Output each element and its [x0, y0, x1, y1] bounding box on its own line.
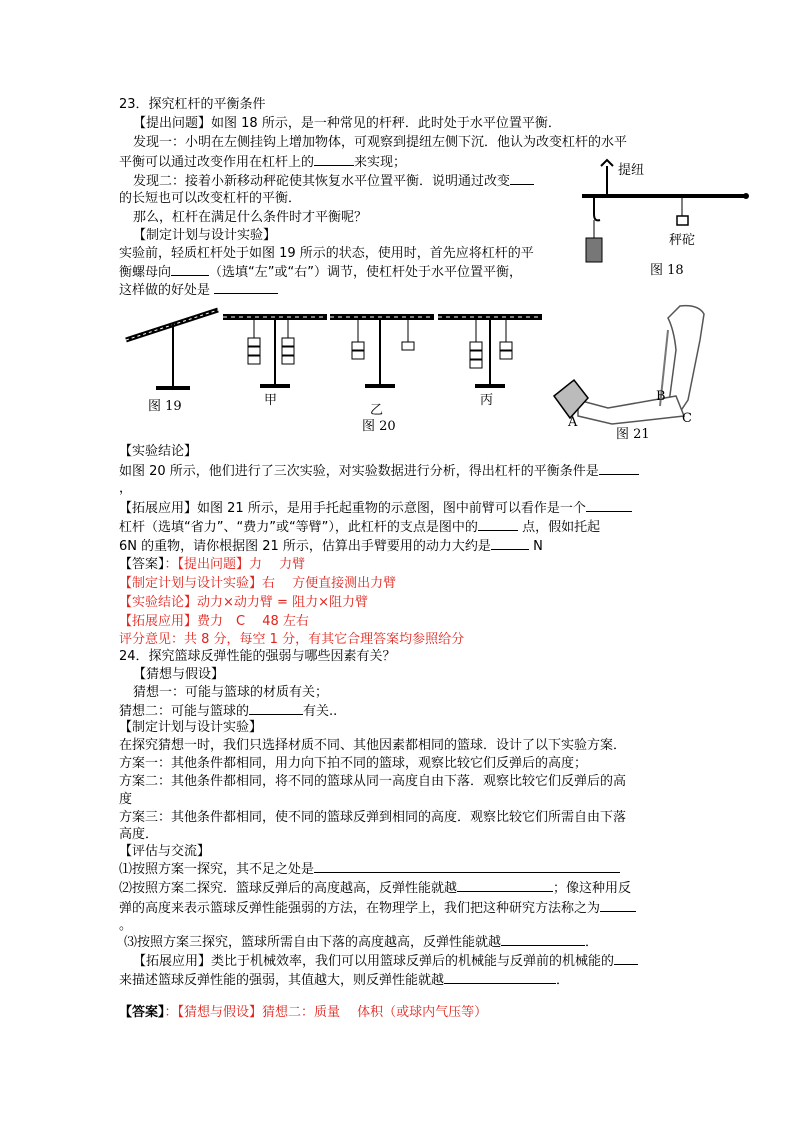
ext-text: 如图 21 所示，是用手托起重物的示意图，图中前臂可以看作是一个	[197, 501, 586, 516]
conclusion-text: 如图 20 所示，他们进行了三次实验，对实验数据进行分析，得出杠杆的平衡条件是	[119, 464, 599, 479]
answer-blank-2[interactable]	[510, 172, 534, 185]
lever-jia	[223, 314, 327, 388]
answer-blank-1[interactable]	[314, 153, 354, 166]
forearm	[578, 396, 684, 424]
answer-blank-11[interactable]	[457, 879, 553, 892]
q23-title: 23．探究杠杆的平衡条件	[119, 97, 266, 112]
ans23-line-4	[119, 613, 309, 631]
answer-r4-tag: 【拓展应用】	[119, 614, 198, 629]
figure-19-lever	[118, 300, 226, 418]
q23-concl-a	[119, 462, 639, 481]
plan-tail: （选填“左”或“右”）调节，使杠杆处于水平位置平衡，	[209, 265, 522, 280]
answer-r2: 右 方便直接测出力臂	[262, 576, 397, 591]
point-a: A	[568, 415, 578, 430]
answer-r1: 力 力臂	[249, 557, 306, 572]
find1-text: 平衡可以通过改变作用在杠杆上的	[119, 155, 315, 170]
q24-e2-c	[119, 899, 636, 918]
q24-guess1: 猜想一：可能与篮球的材质有关；	[133, 685, 329, 700]
answer-blank-8[interactable]	[491, 537, 529, 550]
ans23-line	[119, 556, 305, 574]
ans23-score: 评分意见：共 8 分，每空 1 分，有其它合理答案均参照给分	[119, 632, 465, 647]
plan-benefit-text: 这样做的好处是	[119, 283, 211, 298]
ans23-line-2	[119, 575, 396, 593]
e1-text: ⑴按照方案一探究，其不足之处是	[119, 862, 315, 877]
label-weight: 秤砣	[669, 233, 696, 248]
q24-e3	[124, 933, 598, 952]
figure-18-steelyard	[574, 158, 754, 280]
q24-tag-eval: 【评估与交流】	[119, 844, 211, 859]
e2-text-2: 弹的高度来表示篮球反弹性能强弱的方法，在物理学上，我们把这种研究方法称之为	[119, 901, 601, 916]
figure-20-three-levers	[220, 306, 550, 432]
q24-tag-guess: 【猜想与假设】	[133, 667, 225, 682]
answer-r2-tag: 【制定计划与设计实验】	[119, 576, 263, 591]
ext-text-3: 6N 的重物，请你根据图 21 所示，估算出手臂要用的动力大约是	[119, 539, 491, 554]
answer24-sep: ：	[164, 1005, 178, 1020]
answer-blank-7[interactable]	[478, 518, 518, 531]
q23-find1-a: 发现一：小明在左侧挂钩上增加物体，可观察到提纽左侧下沉．他认为改变杠杆的水平	[133, 135, 628, 150]
q24-e2-d: 。	[119, 918, 133, 933]
e3-text: ⑶按照方案三探究，篮球所需自由下落的高度越高，反弹性能就越	[124, 935, 502, 950]
lever-yi	[330, 314, 434, 388]
ext-tail: 点，假如托起	[522, 520, 601, 535]
q23-tag-plan: 【制定计划与设计实验】	[133, 228, 277, 243]
q23-concl-b: ，	[119, 481, 133, 496]
q24-p2-a: 方案二：其他条件都相同，将不同的篮球从同一高度自由下落．观察比较它们反弹后的高	[119, 774, 627, 789]
answer-tag: 【答案】	[119, 557, 165, 572]
ans24-line	[119, 1004, 487, 1022]
answer-blank-6[interactable]	[586, 499, 632, 512]
find2-text: 发现二：接着小新移动秤砣使其恢复水平位置平衡．说明通过改变	[133, 174, 511, 189]
hook	[594, 196, 600, 220]
answer-blank-13[interactable]	[501, 933, 585, 946]
e3-end: ．	[585, 935, 599, 950]
problem-text: 如图 18 所示，是一种常见的杆秤．此时处于水平位置平衡．	[211, 116, 561, 131]
q24-tag-plan: 【制定计划与设计实验】	[119, 720, 263, 735]
fig21-caption: 图 21	[616, 427, 650, 442]
q23-find2-b: 的长短也可以改变杠杆的平衡．	[119, 191, 302, 206]
q24-p1: 方案一：其他条件都相同，用力向下拍不同的篮球，观察比较它们反弹后的高度；	[119, 756, 588, 771]
answer24-tag: 【答案】	[119, 1005, 165, 1020]
answer-blank-5[interactable]	[599, 462, 639, 475]
answer-r3: 动力×动力臂 = 阻力×阻力臂	[197, 595, 368, 610]
label-handle: 提纽	[618, 163, 645, 178]
fig19-caption: 图 19	[148, 399, 182, 414]
answer-blank-9[interactable]	[249, 702, 303, 715]
ext24-end: ．	[556, 973, 570, 988]
label-jia: 甲	[264, 393, 278, 408]
answer-blank-4[interactable]	[214, 281, 278, 294]
q23-plan-a: 实验前，轻质杠杆处于如图 19 所示的状态，使用时，首先应将杠杆的平	[119, 246, 534, 261]
tag-problem: 【提出问题】	[133, 116, 212, 131]
e2-text: ⑵按照方案二探究．篮球反弹后的高度越高，反弹性能就越	[119, 881, 458, 896]
answer24-r-tag: 【猜想与假设】	[177, 1005, 263, 1020]
point-c: C	[682, 411, 692, 426]
stand-base	[156, 386, 190, 390]
answer-blank-10[interactable]	[314, 860, 620, 873]
sliding-weight	[677, 216, 688, 225]
find1-tail: 来实现；	[354, 155, 407, 170]
q24-p3-a: 方案三：其他条件都相同，使不同的篮球反弹到相同的高度．观察比较它们所需自由下落	[119, 810, 627, 825]
e2-tail: ；像这种用反	[553, 881, 632, 896]
answer-blank-14[interactable]	[614, 952, 638, 965]
answer-sep: ：	[164, 557, 178, 572]
q24-p3-b: 高度．	[119, 827, 159, 842]
q23-ext-d	[119, 537, 543, 556]
ext24-text-2: 来描述篮球反弹性能的强弱，其值越大，则反弹性能就越	[119, 973, 445, 988]
q23-plan-b	[119, 263, 522, 282]
answer-r1-tag: 【提出问题】	[177, 557, 250, 572]
answer-blank-15[interactable]	[444, 971, 556, 984]
handle-loop	[601, 160, 613, 166]
point-b: B	[656, 389, 666, 404]
ext-unit: N	[533, 539, 543, 554]
tag-ext-24: 【拓展应用】	[133, 954, 212, 969]
plan-text: 衡螺母向	[119, 265, 172, 280]
figure-21-arm	[548, 300, 712, 444]
q23-find1-b	[119, 153, 406, 172]
ans23-line-3	[119, 594, 368, 612]
guess2-text: 猜想二：可能与篮球的	[119, 704, 250, 719]
lever-bing	[438, 314, 542, 388]
q24-e2-a	[119, 879, 631, 898]
q24-plan-intro: 在探究猜想一时，我们只选择材质不同、其他因素都相同的篮球．设计了以下实验方案．	[119, 738, 627, 753]
q24-title: 24．探究篮球反弹性能的强弱与哪些因素有关？	[119, 649, 396, 664]
q24-ext-a	[133, 952, 638, 971]
q23-plan-d	[119, 281, 278, 300]
q23-question: 那么，杠杆在满足什么条件时才平衡呢？	[133, 210, 368, 225]
answer-blank-3[interactable]	[171, 263, 209, 276]
answer-r4: 费力 C 48 左右	[197, 614, 309, 629]
fig18-caption: 图 18	[650, 263, 684, 278]
q23-tag-conclusion: 【实验结论】	[119, 444, 198, 459]
q24-p2-b: 度	[119, 792, 133, 807]
tag-ext: 【拓展应用】	[119, 501, 198, 516]
q23-find2-a	[133, 172, 534, 191]
hung-object	[586, 238, 602, 262]
answer-blank-12[interactable]	[600, 899, 636, 912]
beam-end	[743, 193, 749, 199]
q23-ext-b	[119, 518, 600, 537]
label-yi: 乙	[370, 403, 384, 418]
q23-ext-a	[119, 499, 632, 518]
answer24-r: 猜想二：质量 体积（或球内气压等）	[262, 1005, 488, 1020]
answer-r3-tag: 【实验结论】	[119, 595, 198, 610]
ext24-text: 类比于机械效率，我们可以用篮球反弹后的机械能与反弹前的机械能的	[211, 954, 615, 969]
label-bing: 丙	[480, 393, 494, 408]
ext-text-2: 杠杆（选填“省力”、“费力”或“等臂”），此杠杆的支点是图中的	[119, 520, 478, 535]
q23-problem-line	[133, 115, 561, 133]
q24-ext-b	[119, 971, 569, 990]
fig20-caption: 图 20	[362, 419, 396, 432]
q24-e1	[119, 860, 620, 879]
guess2-tail: 有关..	[303, 704, 338, 719]
